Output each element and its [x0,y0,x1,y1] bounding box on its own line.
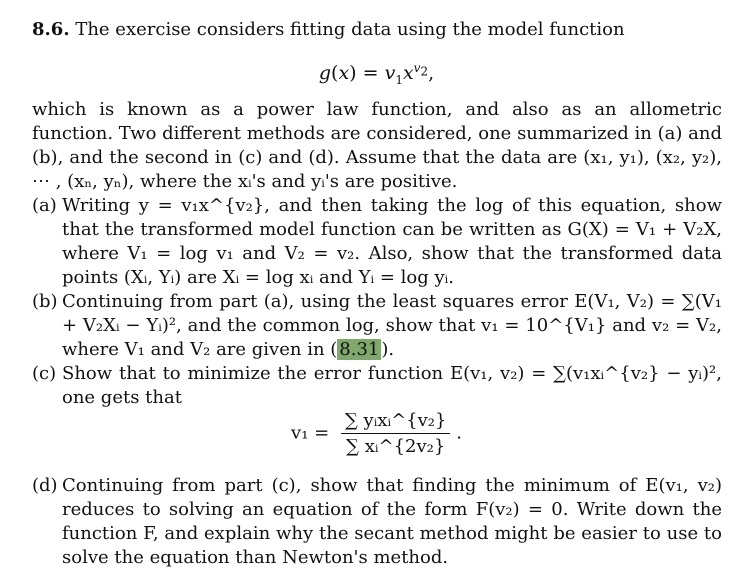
part-c-label: (c) [32,363,57,384]
v1-equation [0,410,753,457]
equation-reference-link[interactable]: 8.31 [339,339,380,360]
part-c [32,362,722,410]
part-d [32,474,722,570]
part-d-label: (d) [32,475,58,496]
exercise-intro [32,18,722,42]
part-a [32,194,722,290]
part-d-text: Continuing from part (c), show that finding the minimum of E(v₁, v₂) reduces to solving an equation of the form F(v₂) = 0. Write down the function F, and explain why the secant method might be easier to use to solve the equation than Newton's method. [62,475,722,568]
v1-tail: . [456,422,462,444]
v1-denominator: ∑ xᵢ^{2v₂} [346,436,446,457]
part-b [32,290,722,362]
part-b-label: (b) [32,291,58,312]
part-b-text-before: Continuing from part (a), using the least squares error E(V₁, V₂) = ∑(V₁ + V₂Xᵢ − Yᵢ)², and the common log, show that v₁ = 10^{V₁} and v₂ = V₂, where V₁ and V₂ are given in ( [62,291,722,360]
exercise-number: 8.6. [32,19,70,40]
part-b-text-after: ). [381,339,395,360]
paragraph-1: which is known as a power law function, and also as an allometric function. Two different methods are considered, one summarized in (a) and (b), and the second in (c) and (d). Assume that the data are (x₁, y₁), (x₂, y₂), ⋯ , (xₙ, yₙ), where the xᵢ's and yᵢ's are positive. [32,99,722,192]
v1-fraction [341,410,451,457]
part-a-label: (a) [32,195,57,216]
v1-lhs: v₁ = [291,422,330,444]
model-equation: $g(x) = v_1x^{v_2}$, [318,60,435,87]
v1-numerator: ∑ yᵢxᵢ^{v₂} [341,410,451,434]
part-c-text: Show that to minimize the error function E(v₁, v₂) = ∑(v₁xᵢ^{v₂} − yᵢ)², one gets that [62,363,722,408]
intro-text: The exercise considers fitting data using the model function [75,19,625,40]
part-b-text [32,290,722,362]
part-a-text: Writing y = v₁x^{v₂}, and then taking the log of this equation, show that the transformed model function can be written as G(X) = V₁ + V₂X, where V₁ = log v₁ and V₂ = v₂. Also, show that the transformed data points (Xᵢ, Yᵢ) are Xᵢ = log xᵢ and Yᵢ = log yᵢ. [62,195,722,288]
